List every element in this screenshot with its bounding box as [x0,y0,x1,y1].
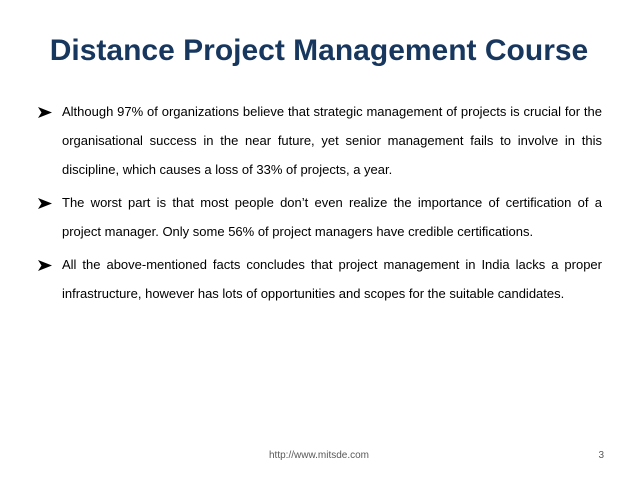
bullet-text: The worst part is that most people don’t even realize the importance of certification of a project manager. Only some 56% of project managers have credible certifications. [62,195,602,239]
arrow-bullet-icon [38,107,52,118]
bullet-list [38,97,602,312]
arrow-bullet-icon [38,198,52,209]
slide-title: Distance Project Management Course [49,34,589,67]
footer-url: http://www.mitsde.com [268,450,370,461]
bullet-item [38,97,602,184]
bullet-text: All the above-mentioned facts concludes that project management in India lacks a proper infrastructure, however has lots of opportunities and scopes for the suitable candidates. [62,257,602,301]
bullet-text: Although 97% of organizations believe that strategic management of projects is crucial for the organisational success in the near future, yet senior management fails to involve in this discipline, which causes a loss of 33% of projects, a year. [62,104,602,177]
page-number: 3 [598,450,604,461]
bullet-item [38,250,602,308]
arrow-bullet-icon [38,260,52,271]
bullet-item [38,188,602,246]
